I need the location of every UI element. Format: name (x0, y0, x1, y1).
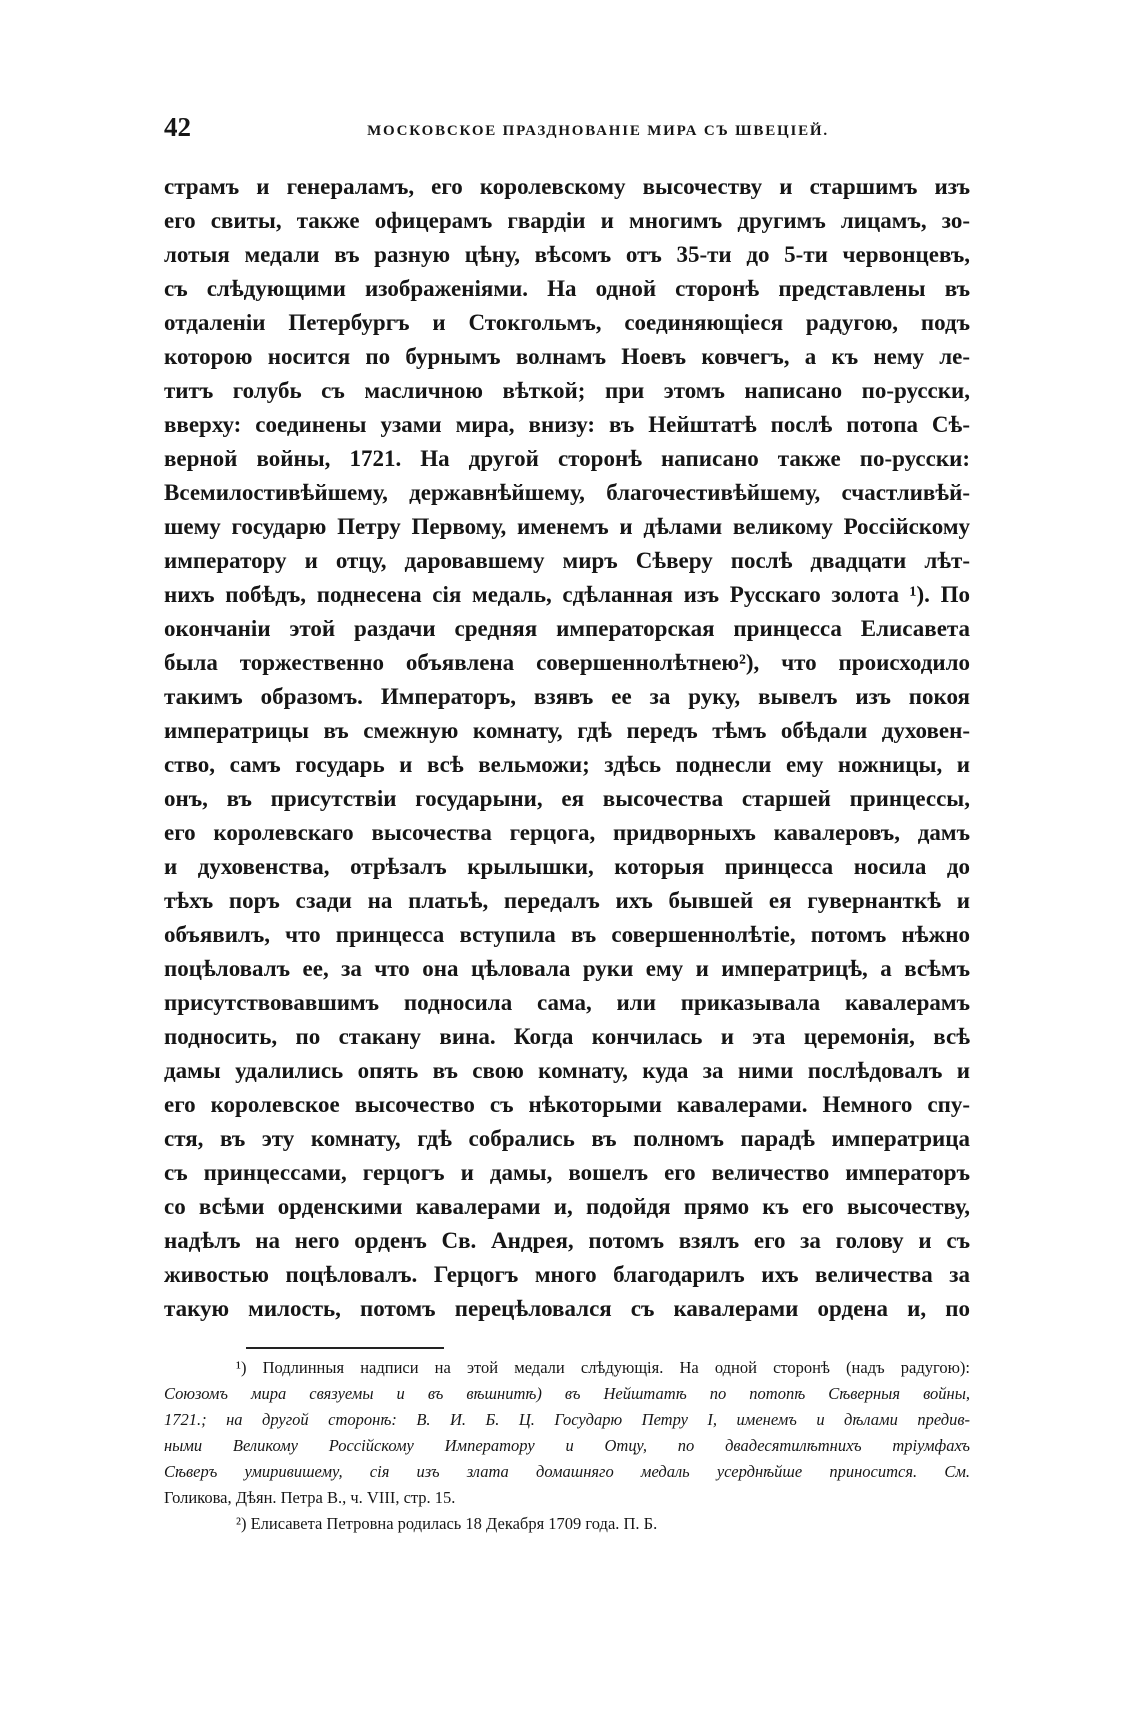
body-line: лотыя медали въ разную цѣну, вѣсомъ отъ 35-ти до 5-ти червонцевъ, (164, 242, 970, 267)
body-line: его королевское высочество съ нѣкоторыми кавалерами. Немного спу- (164, 1092, 970, 1117)
body-line: со всѣми орденскими кавалерами и, подойдя прямо къ его высочеству, (164, 1194, 970, 1219)
footnote-line: ¹) Подлинныя надписи на этой медали слѣдующія. На одной сторонѣ (надъ радугою): (236, 1358, 970, 1377)
body-line: страмъ и генераламъ, его королевскому высочеству и старшимъ изъ (164, 174, 970, 199)
body-line: стя, въ эту комнату, гдѣ собрались въ полномъ парадѣ императрица (164, 1126, 970, 1151)
body-line: Всемилостивѣйшему, державнѣйшему, благочестивѣйшему, счастливѣй- (164, 480, 970, 505)
body-line: ство, самъ государь и всѣ вельможи; здѣсь поднесли ему ножницы, и (164, 752, 970, 777)
body-line: тѣхъ поръ сзади на платьѣ, передалъ ихъ бывшей ея гувернанткѣ и (164, 888, 970, 913)
body-line: императрицы въ смежную комнату, гдѣ передъ тѣмъ обѣдали духовен- (164, 718, 970, 743)
body-line: отдаленіи Петербургъ и Стокгольмъ, соединяющіеся радугою, подъ (164, 310, 970, 335)
body-line: подносить, по стакану вина. Когда кончилась и эта церемонія, всѣ (164, 1024, 970, 1049)
body-line: императору и отцу, даровавшему миръ Сѣверу послѣ двадцати лѣт- (164, 548, 970, 573)
body-line: которою носится по бурнымъ волнамъ Ноевъ ковчегъ, а къ нему ле- (164, 344, 970, 369)
footnote-line: ²) Елисавета Петровна родилась 18 Декабря 1709 года. П. Б. (236, 1514, 658, 1533)
body-line: съ слѣдующими изображеніями. На одной сторонѣ представлены въ (164, 276, 970, 301)
body-line: такимъ образомъ. Императоръ, взявъ ее за руку, вывелъ изъ покоя (164, 684, 970, 709)
body-line: была торжественно объявлена совершеннолѣтнею²), что происходило (164, 650, 970, 675)
body-line: объявилъ, что принцесса вступила въ совершеннолѣтіе, потомъ нѣжно (164, 922, 970, 947)
footnote-line: Голикова, Дѣян. Петра В., ч. VIII, стр. 15. (164, 1488, 456, 1507)
body-line: и духовенства, отрѣзалъ крылышки, которыя принцесса носила до (164, 854, 970, 879)
running-title: МОСКОВСКОЕ ПРАЗДНОВАНІЕ МИРА СЪ ШВЕЦІЕЙ. (367, 123, 829, 139)
body-line: дамы удалились опять въ свою комнату, куда за ними послѣдовалъ и (164, 1058, 970, 1083)
body-line: титъ голубь съ масличною вѣткой; при этомъ написано по-русски, (164, 378, 970, 403)
footnote-line: Сѣверъ умиривишему, сія изъ злата домашняго медаль усерднѣйше приносится. См. (164, 1462, 970, 1481)
footnote-line: 1721.; на другой сторонѣ: В. И. Б. Ц. Государю Петру I, именемъ и дѣлами предив- (164, 1410, 970, 1429)
body-line: такую милость, потомъ перецѣловался съ кавалерами ордена и, по (164, 1296, 970, 1321)
body-text (164, 170, 970, 1326)
footnotes (164, 1355, 970, 1537)
page-header (164, 112, 970, 152)
body-line: поцѣловалъ ее, за что она цѣловала руки ему и императрицѣ, а всѣмъ (164, 956, 970, 981)
body-line: живостью поцѣловалъ. Герцогъ много благодарилъ ихъ величества за (164, 1262, 970, 1287)
body-line: шему государю Петру Первому, именемъ и дѣлами великому Россійскому (164, 514, 970, 539)
body-line: вверху: соединены узами мира, внизу: въ Нейштатѣ послѣ потопа Сѣ- (164, 412, 970, 437)
body-line: присутствовавшимъ подносила сама, или приказывала кавалерамъ (164, 990, 970, 1015)
body-line: верной войны, 1721. На другой сторонѣ написано также по-русски: (164, 446, 970, 471)
body-line: его королевскаго высочества герцога, придворныхъ кавалеровъ, дамъ (164, 820, 970, 845)
page-number: 42 (164, 112, 191, 142)
footnote-divider (246, 1347, 444, 1349)
body-line: онъ, въ присутствіи государыни, ея высочества старшей принцессы, (164, 786, 970, 811)
footnote-line: Союзомъ мира связуемы и въ вѣшнитѣ) въ Нейштатѣ по потопѣ Сѣверныя войны, (164, 1384, 970, 1403)
body-line: его свиты, также офицерамъ гвардіи и многимъ другимъ лицамъ, зо- (164, 208, 970, 233)
footnote-line: ными Великому Россійскому Императору и Отцу, по двадесятилѣтнихъ тріумфахъ (164, 1436, 970, 1455)
body-line: съ принцессами, герцогъ и дамы, вошелъ его величество императоръ (164, 1160, 970, 1185)
body-line: надѣлъ на него орденъ Св. Андрея, потомъ взялъ его за голову и съ (164, 1228, 970, 1253)
body-line: окончаніи этой раздачи средняя императорская принцесса Елисавета (164, 616, 970, 641)
body-line: нихъ побѣдъ, поднесена сія медаль, сдѣланная изъ Русскаго золота ¹). По (164, 582, 970, 607)
